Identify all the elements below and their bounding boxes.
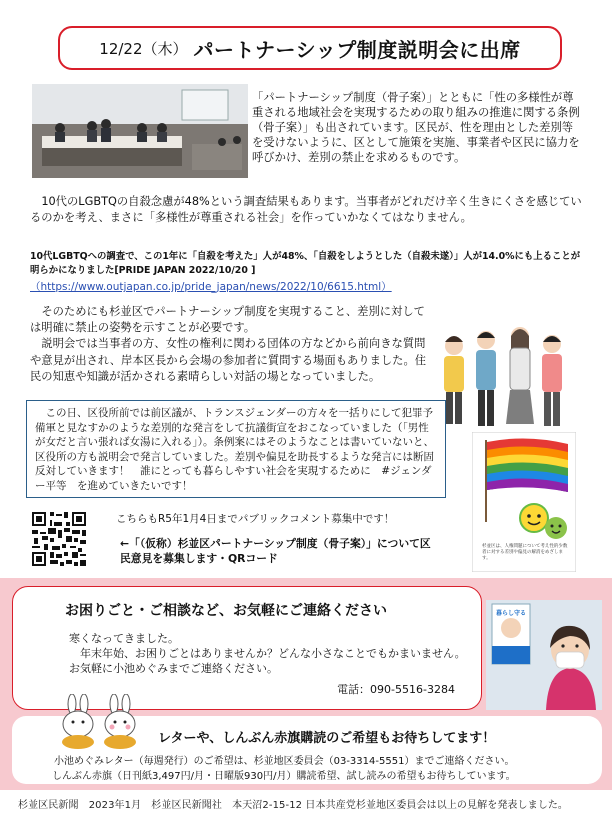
poster-caption: 杉並区は、人権問題について考え性的少数者に対する差別や偏見の解消をめざします。 [482, 544, 568, 561]
portrait-sign-text: 暮らし守る [495, 610, 526, 617]
contact-message [69, 631, 469, 676]
survey-source-link[interactable]: （https://www.outjapan.co.jp/pride_japan/news/2022/10/6615.html） [30, 281, 392, 293]
people-illustration [436, 320, 572, 430]
p2-line2: 説明会では当事者の方、女性の権利に関わる団体の方などから前向きな質問や意見が出され、岸本区長から会場の参加者に質問する場面もありました。住民の知恵や知識が活かされる素晴らしい対話の場となっていました。 [30, 337, 427, 383]
p2-line1: そのためにも杉並区でパートナーシップ制度を実現すること、差別に対しては明確に禁止の姿勢を示すことが必要です。 [30, 305, 425, 335]
akahata-subscription-info: しんぶん赤旗（日刊紙3,497円/月・日曜版930円/月）購読希望、試し読みの希望もお待ちしています。 [52, 771, 516, 782]
bunny-illustration [52, 694, 148, 750]
suicide-survey-paragraph [30, 194, 582, 226]
letter-title: レターや、しんぶん赤旗購読のご希望もお待ちしてます！ [158, 731, 496, 746]
title-banner [58, 26, 562, 70]
contact-title: お困りごと・ご相談など、お気軽にご連絡ください [65, 603, 387, 619]
note-text: この日、区役所前では前区議が、トランスジェンダーの方々を一括りにして犯罪予備軍と見なすかのような差別的な発言をして抗議街宣をおこなっていました（「男性が女だと言い張れば女湯に入れる」）。条例案にはそのようなことは書いていないと、区役所の方も説明会で発言していました。差別や偏見を助長するような発言には断固反対していきます！ 誰にとっても暮らしやすい社会を実現するために #ジェンダー平等 を進めていきたいです！ [35, 407, 434, 492]
candidate-portrait [486, 600, 602, 710]
footer-credit: 杉並区民新聞 2023年1月 杉並区民新聞社 本天沼2-15-12 日本共産党杉並地区委員会は以上の見解を発表しました。 [18, 800, 569, 811]
contact-line2: 年末年始、お困りごとはありませんか？どんな小さなことでもかまいません。お気軽に小池めぐみまでご連絡ください。 [69, 647, 466, 675]
contact-phone[interactable]: 電話：090-5516-3284 [337, 683, 455, 696]
protest-note-box [26, 400, 446, 498]
survey-note: 10代LGBTQへの調査で、この1年に「自殺を考えた」人が48%、「自殺をしようとした（自殺未遂）」人が14.0%にも上ることが明らかになりました[PRIDE JAPAN 2022/10/20 ] [30, 251, 581, 276]
event-date: 12/22（木） [99, 39, 188, 58]
rainbow-flag-poster [472, 432, 576, 572]
partnership-paragraph [30, 304, 430, 385]
page-title: パートナーシップ制度説明会に出席 [193, 37, 521, 62]
contact-line1: 寒くなってきました。 [69, 632, 179, 645]
meeting-photo [32, 84, 248, 178]
p1-text: 10代のLGBTQの自殺念慮が48%という調査結果もあります。当事者がどれだけ辛く生きにくさを感じているのかを考え、まさに「多様性が尊重される社会」を作っていかなくてはなりません。 [30, 195, 582, 224]
public-comment-heading: こちらもR5年1月4日までパブリックコメント募集中です！ [116, 513, 395, 525]
public-comment-body: ←「（仮称）杉並区パートナーシップ制度（骨子案）」について区民意見を募集します・QRコード [120, 537, 431, 565]
contact-box [12, 586, 482, 710]
qr-code-icon[interactable] [30, 510, 88, 568]
letter-subscription-info: 小池めぐみレター（毎週発行）のご希望は、杉並地区委員会（03-3314-5551）までご連絡ください。 [54, 756, 515, 767]
intro-paragraph: 「パートナーシップ制度（骨子案）」とともに「性の多様性が尊重される地域社会を実現するための取り組みの推進に関する条例（骨子案）」も出されています。区民が、性を理由とした差別等を受けないように、区として施策を実施、事業者や区民に協力を呼びかけ、差別の禁止を求めるものです。 [252, 91, 580, 164]
